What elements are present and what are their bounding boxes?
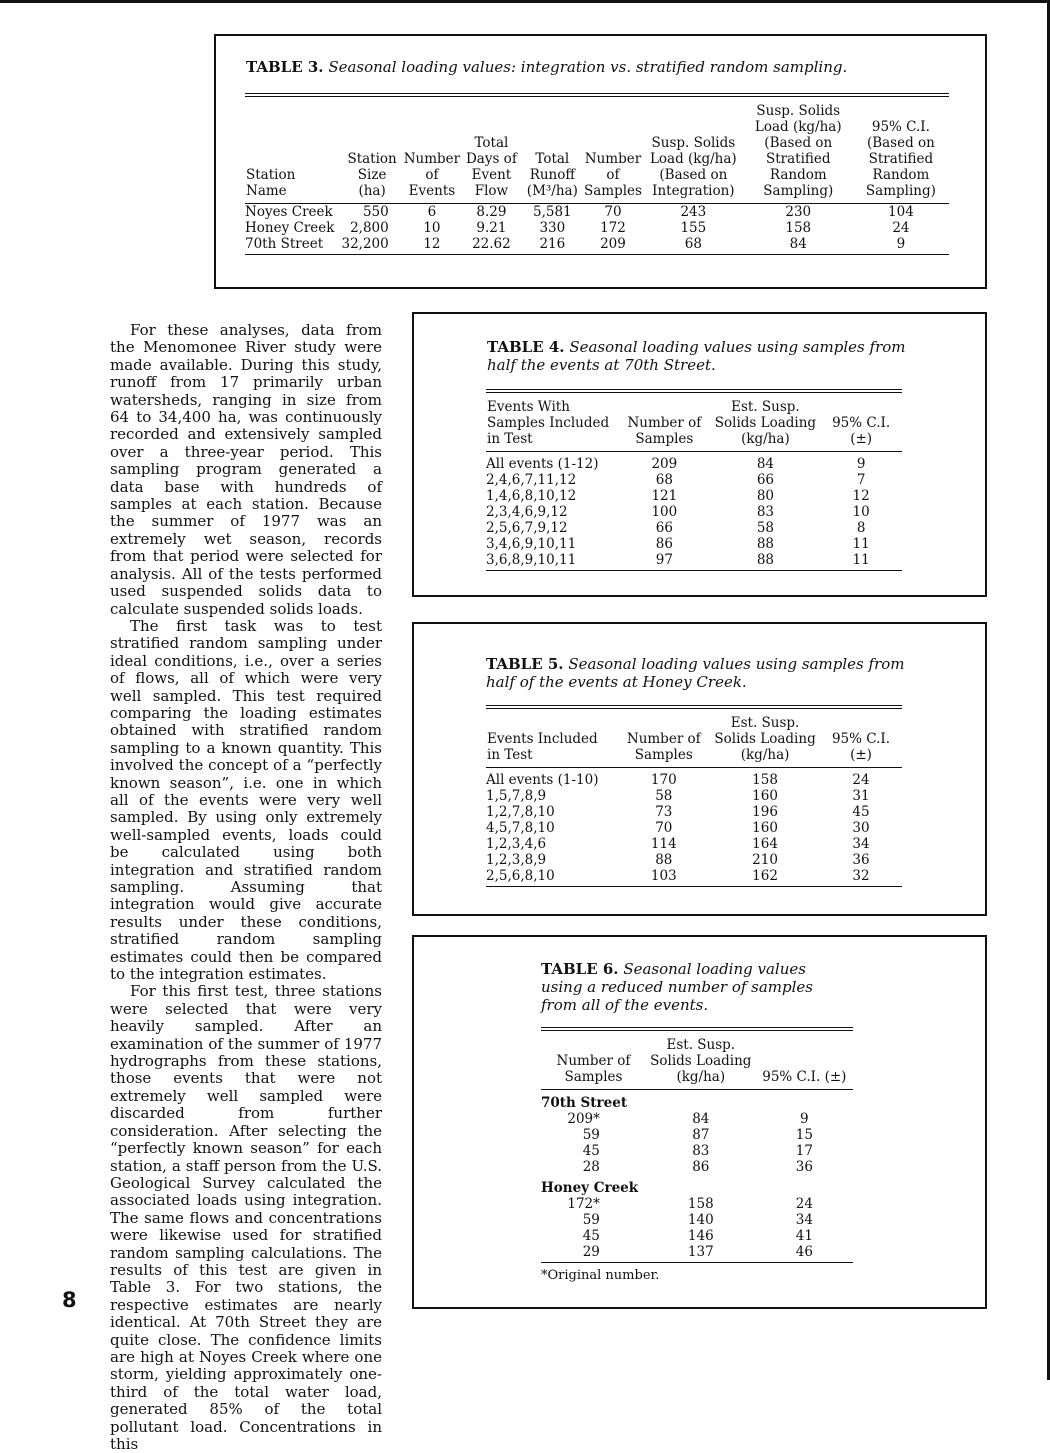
table4-cell: 9: [856, 456, 866, 472]
table6-cell: 209*: [567, 1111, 600, 1127]
table4-cell: 80: [756, 488, 775, 504]
table4-cell: 97: [618, 552, 711, 571]
table3-cell: 68: [643, 236, 744, 255]
table3-title: Seasonal loading values: integration vs. stratified random sampling.: [328, 58, 848, 76]
table6-cell: 140: [687, 1212, 714, 1228]
table6-cell: 45: [582, 1228, 600, 1244]
table3-cell: 24: [892, 220, 910, 236]
table4-cell: All events (1-12): [486, 456, 599, 472]
table6-header-cell: 95% C.I. (±): [756, 1029, 853, 1090]
table4-row: [486, 452, 902, 473]
table5-cell: 1,2,3,8,9: [486, 852, 547, 868]
table3-header-cell: Number of Events: [403, 95, 461, 204]
table3-header-cell: Total Days of Event Flow: [461, 95, 522, 204]
table6-cell: 46: [756, 1244, 853, 1263]
table3-header-cell: Station Size (ha): [341, 95, 402, 204]
page-number: 8: [62, 1288, 77, 1312]
table4-cell: 100: [651, 504, 678, 520]
table6-cell: 41: [795, 1228, 813, 1244]
table5-header-cell: Events Included in Test: [486, 707, 617, 768]
table4-cell: 68: [655, 472, 673, 488]
table3-cell: 5,581: [533, 204, 572, 220]
table6-cell: 172*: [567, 1196, 600, 1212]
table6-group-row: [541, 1175, 853, 1196]
table3-header-cell: Station Name: [245, 95, 341, 204]
table5-header-cell: Est. Susp. Solids Loading (kg/ha): [710, 707, 820, 768]
table6-footnote: *Original number.: [541, 1268, 660, 1283]
table3-cell: 330: [539, 220, 566, 236]
table3-cell: 12: [403, 236, 461, 255]
table4-cell: 83: [756, 504, 775, 520]
table4-cell: 58: [756, 520, 775, 536]
table6-row: [541, 1212, 853, 1228]
table6-cell: 137: [646, 1244, 756, 1263]
table5-cell: 1,2,3,4,6: [486, 836, 547, 852]
table5-cell: 160: [752, 820, 778, 836]
table6: [541, 1027, 853, 1263]
table5-cell: 31: [852, 788, 870, 804]
table6-cell: 146: [687, 1228, 714, 1244]
table5-cell: 1,5,7,8,9: [486, 788, 547, 804]
table5-row: [486, 868, 902, 887]
table4-cell: 86: [655, 536, 673, 552]
page-top-border: [0, 0, 1050, 3]
table4-header-cell: Events With Samples Included in Test: [486, 391, 618, 452]
table3-cell: 9: [853, 236, 949, 255]
table6-cell: 17: [795, 1143, 813, 1159]
table5-cell: All events (1-10): [486, 772, 599, 788]
table4-cell: 8: [856, 520, 866, 536]
table6-cell: 84: [692, 1111, 710, 1127]
table5-cell: 45: [852, 804, 870, 820]
table5-cell: 210: [752, 852, 778, 868]
table4-row: [486, 536, 902, 552]
table4-row: [486, 472, 902, 488]
table3-header-cell: Total Runoff (M³/ha): [522, 95, 583, 204]
table5-cell: 196: [752, 804, 778, 820]
table5-header-cell: 95% C.I. (±): [820, 707, 902, 768]
table6-title: Seasonal loading values using a reduced number of samples from all of the events.: [541, 960, 814, 1014]
table5-row: [486, 788, 902, 804]
table5-cell: 88: [655, 852, 673, 868]
table5-row: [486, 820, 902, 836]
table4-cell: 88: [711, 552, 821, 571]
table6-row: [541, 1228, 853, 1244]
table3-cell: 9.21: [476, 220, 507, 236]
table4-cell: 2,5,6,7,9,12: [486, 520, 568, 536]
table4-cell: 66: [655, 520, 673, 536]
table4-cell: 11: [820, 552, 902, 571]
table4-cell: 88: [756, 536, 775, 552]
body-paragraph: For these analyses, data from the Menomonee River study were made available. During this study, runoff from 17 primarily urban watersheds, ranging in size from 64 to 34,400 ha, was continuously recorded and extensively sampled over a three-year period. This sampling program generated a data base with hundreds of samples at each station. Because the summer of 1977 was an extremely wet season, records from that period were selected for analysis. All of the tests performed used suspended solids data to calculate suspended solids loads.: [110, 321, 382, 618]
table5-cell: 114: [650, 836, 677, 852]
table6-group-name: 70th Street: [541, 1095, 628, 1111]
table6-label: TABLE 6.: [541, 960, 619, 978]
table5-cell: 162: [710, 868, 820, 887]
table5-row: [486, 804, 902, 820]
table4-header-cell: Number of Samples: [618, 391, 711, 452]
table3-cell: 216: [522, 236, 583, 255]
table3-cell: 22.62: [461, 236, 522, 255]
table5-cell: 30: [852, 820, 870, 836]
table3-cell: 243: [680, 204, 707, 220]
table4-caption: [487, 338, 907, 374]
table3-cell: Honey Creek: [245, 220, 335, 236]
table3-cell: 550: [362, 204, 389, 220]
table6-cell: 87: [692, 1127, 710, 1143]
table6-cell: 45: [582, 1143, 600, 1159]
table4-cell: 7: [856, 472, 866, 488]
table6-cell: 9: [800, 1111, 809, 1127]
table4-cell: 2,3,4,6,9,12: [486, 504, 568, 520]
table3-row: [245, 204, 949, 221]
table6-row: [541, 1196, 853, 1212]
table6-row: [541, 1244, 853, 1263]
table4-cell: 3,4,6,9,10,11: [486, 536, 577, 552]
table3-cell: 2,800: [350, 220, 389, 236]
table4-header-cell: Est. Susp. Solids Loading (kg/ha): [711, 391, 821, 452]
table3-cell: Noyes Creek: [245, 204, 333, 220]
table5-cell: 2,5,6,8,10: [486, 868, 617, 887]
table4-cell: 1,4,6,8,10,12: [486, 488, 577, 504]
table6-header-cell: Est. Susp. Solids Loading (kg/ha): [646, 1029, 756, 1090]
table4-cell: 2,4,6,7,11,12: [486, 472, 577, 488]
table5-cell: 170: [650, 772, 677, 788]
table4-cell: 84: [756, 456, 775, 472]
table5-cell: 1,2,7,8,10: [486, 804, 555, 820]
table5-cell: 73: [655, 804, 673, 820]
table3-cell: 104: [888, 204, 914, 220]
table3-cell: 8.29: [476, 204, 507, 220]
table5-cell: 164: [752, 836, 778, 852]
body-paragraph: The first task was to test stratified random sampling under ideal conditions, i.e., over a series of flows, all of which were very well sampled. This test required comparing the loading estimates obtained with stratified random sampling to a known quantity. This involved the concept of a “perfectly known season”, i.e. one in which all of the events were very well sampled. By using only extremely well-sampled events, loads could be calculated using both integration and stratified random sampling. Assuming that integration would give accurate results under these conditions, stratified random sampling estimates could then be compared to the integration estimates.: [110, 616, 382, 984]
table6-group-name: Honey Creek: [541, 1180, 639, 1196]
table6-group-row: [541, 1090, 853, 1112]
table5-header-cell: Number of Samples: [617, 707, 710, 768]
table5-title: Seasonal loading values using samples from half of the events at Honey Creek.: [486, 655, 905, 691]
table6-cell: 59: [582, 1212, 600, 1228]
table6-row: [541, 1159, 853, 1175]
table4-cell: 209: [651, 456, 678, 472]
table5-cell: 103: [617, 868, 710, 887]
table5-cell: 34: [852, 836, 870, 852]
table5-row: [486, 768, 902, 789]
table3-cell: 84: [744, 236, 853, 255]
table3-header-cell: Number of Samples: [583, 95, 643, 204]
table6-cell: 34: [795, 1212, 813, 1228]
table3-cell: 155: [680, 220, 707, 236]
table4-cell: 10: [852, 504, 870, 520]
table5-cell: 70: [655, 820, 673, 836]
body-text-column: [110, 322, 382, 1453]
table3-caption: [246, 58, 946, 76]
table5-row: [486, 836, 902, 852]
table3-cell: 230: [785, 204, 812, 220]
table5-row: [486, 852, 902, 868]
table6-cell: 59: [582, 1127, 600, 1143]
table3-label: TABLE 3.: [246, 58, 324, 76]
table6-caption: [541, 960, 851, 1014]
table6-row: [541, 1127, 853, 1143]
table6-cell: 86: [692, 1159, 710, 1175]
table3-cell: 70th Street: [245, 236, 341, 255]
table4-cell: 12: [852, 488, 870, 504]
table5-cell: 4,5,7,8,10: [486, 820, 555, 836]
table6-row: [541, 1111, 853, 1127]
table5-cell: 58: [655, 788, 673, 804]
table5-label: TABLE 5.: [486, 655, 564, 673]
table3-row: [245, 236, 949, 255]
table5-cell: 160: [752, 788, 778, 804]
table5-caption: [486, 655, 906, 691]
table6-cell: 15: [795, 1127, 813, 1143]
table4-row: [486, 520, 902, 536]
table3-cell: 172: [600, 220, 626, 236]
table4-label: TABLE 4.: [487, 338, 565, 356]
table3-cell: 158: [785, 220, 812, 236]
table4-cell: 66: [756, 472, 775, 488]
table4-cell: 3,6,8,9,10,11: [486, 552, 618, 571]
table3-cell: 209: [583, 236, 643, 255]
table4-row: [486, 504, 902, 520]
table6-row: [541, 1143, 853, 1159]
table3-header-cell: 95% C.I. (Based on Stratified Random Sampling): [853, 95, 949, 204]
table3-cell: 6: [427, 204, 437, 220]
table5-cell: 24: [852, 772, 870, 788]
table6-cell: 158: [687, 1196, 714, 1212]
table5: [486, 705, 902, 887]
body-paragraph: For this first test, three stations were selected that were very heavily sampled. After an examination of the summer of 1977 hydrographs from these stations, those events that were not extremely well sampled were discarded from further consideration. After selecting the “perfectly known season” for each station, a staff person from the U.S. Geological Survey calculated the associated loads using integration. The same flows and concentrations were likewise used for stratified random sampling calculations. The results of this test are given in Table 3. For two stations, the respective estimates are nearly identical. At 70th Street they are quite close. The confidence limits are high at Noyes Creek where one storm, yielding approximately one-third of the total water load, generated 85% of the total pollutant load. Concentrations in this: [110, 982, 382, 1453]
table6-cell: 28: [582, 1159, 600, 1175]
table4: [486, 389, 902, 571]
table6-header-cell: Number of Samples: [541, 1029, 646, 1090]
table3-cell: 10: [423, 220, 441, 236]
table3-header-cell: Susp. Solids Load (kg/ha) (Based on Stratified Random Sampling): [744, 95, 853, 204]
table5-cell: 36: [852, 852, 870, 868]
table5-cell: 32: [820, 868, 902, 887]
table6-cell: 24: [795, 1196, 813, 1212]
table4-cell: 11: [852, 536, 870, 552]
table4-cell: 121: [651, 488, 678, 504]
table4-row: [486, 488, 902, 504]
table3-cell: 32,200: [341, 236, 402, 255]
table4-title: Seasonal loading values using samples from half the events at 70th Street.: [487, 338, 906, 374]
table3-row: [245, 220, 949, 236]
table3: [245, 93, 949, 255]
table3-header-cell: Susp. Solids Load (kg/ha) (Based on Integration): [643, 95, 744, 204]
table5-cell: 158: [752, 772, 778, 788]
table4-row: [486, 552, 902, 571]
table3-cell: 70: [604, 204, 622, 220]
table4-header-cell: 95% C.I. (±): [820, 391, 902, 452]
table6-cell: 29: [541, 1244, 646, 1263]
table6-cell: 36: [795, 1159, 813, 1175]
table6-cell: 83: [692, 1143, 710, 1159]
